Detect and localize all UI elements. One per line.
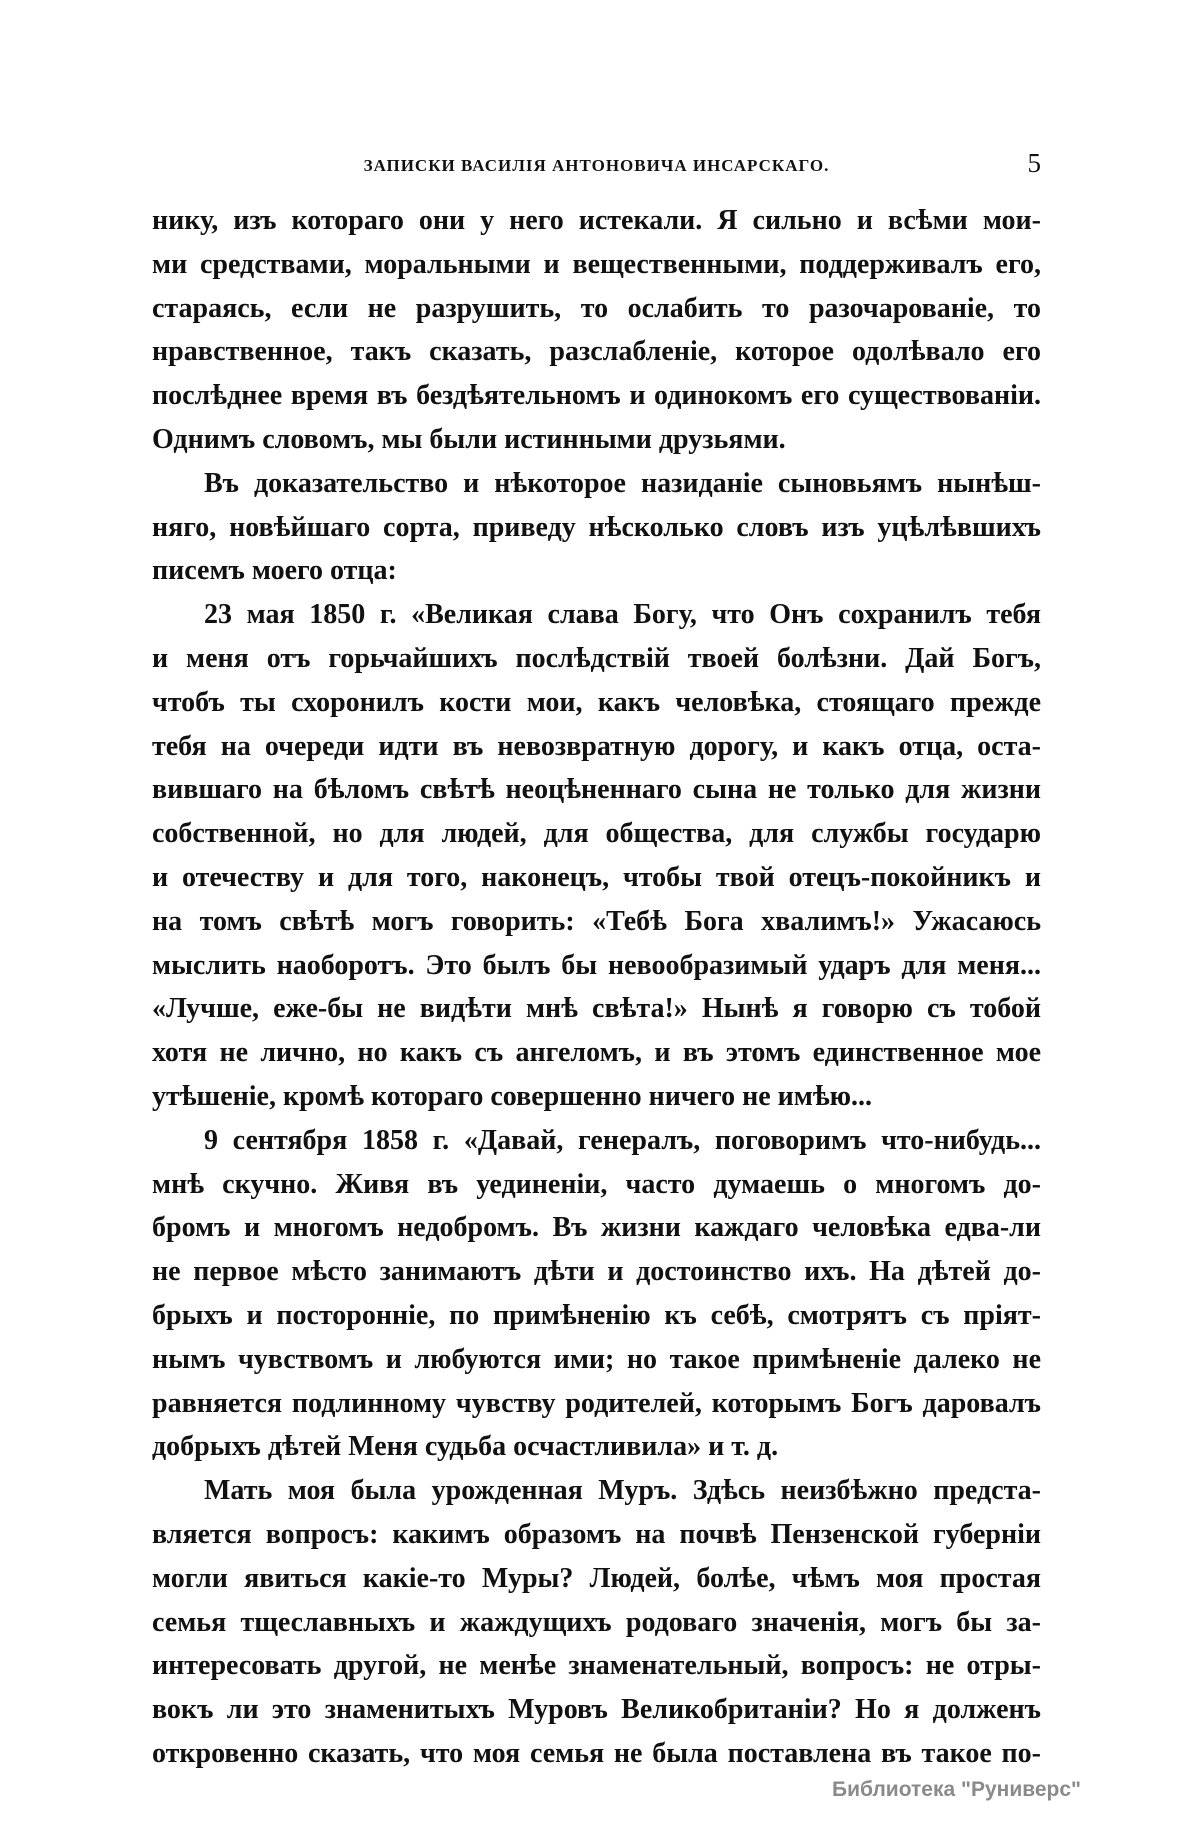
text-line: добрыхъ дѣтей Меня судьба осчастливила» и т. д. <box>152 1431 779 1463</box>
text-line: Мать моя была урожденная Муръ. Здѣсь неизбѣжно предста- <box>204 1475 1041 1507</box>
text-line: нику, изъ котораго они у него истекали. Я сильно и всѣми мои- <box>152 205 1041 236</box>
text-line: няго, новѣйшаго сорта, приведу нѣсколько словъ изъ уцѣлѣвшихъ <box>152 511 1041 543</box>
text-line: Однимъ словомъ, мы были истинными друзьями. <box>152 423 786 455</box>
text-line: «Лучше, еже-бы не видѣти мнѣ свѣта!» Нынѣ я говорю съ тобой <box>152 993 1041 1025</box>
running-title: ЗАПИСКИ ВАСИЛІЯ АНТОНОВИЧА ИНСАРСКАГО. <box>363 156 830 175</box>
text-line: вокъ ли это знаменитыхъ Муровъ Великобританіи? Но я долженъ <box>152 1694 1041 1726</box>
text-line: нравственное, такъ сказать, разслабленіе, которое одолѣвало его <box>152 336 1041 368</box>
text-line: и меня отъ горьчайшихъ послѣдствій твоей болѣзни. Дай Богъ, <box>152 642 1041 674</box>
text-line: интересовать другой, не менѣе знаменательный, вопросъ: не отры- <box>152 1650 1041 1682</box>
library-watermark: Библиотека "Руниверс" <box>832 1778 1082 1801</box>
text-line: 9 сентября 1858 г. «Давай, генералъ, поговоримъ что-нибудь... <box>204 1124 1041 1156</box>
text-line: вляется вопросъ: какимъ образомъ на почвѣ Пензенской губерніи <box>152 1518 1041 1550</box>
text-line: утѣшеніе, кромѣ котораго совершенно ничего не имѣю... <box>152 1080 873 1112</box>
text-line: чтобъ ты схоронилъ кости мои, какъ человѣка, стоящаго прежде <box>152 686 1041 718</box>
text-line: мыслить наоборотъ. Это былъ бы невообразимый ударъ для меня... <box>152 949 1041 981</box>
page-body <box>152 199 1041 1776</box>
text-line: мнѣ скучно. Живя въ уединеніи, часто думаешь о многомъ до- <box>152 1168 1041 1200</box>
text-line: писемъ моего отца: <box>152 555 397 587</box>
text-line: откровенно сказать, что моя семья не была поставлена въ такое по- <box>152 1737 1041 1769</box>
text-line: на томъ свѣтѣ могъ говорить: «Тебѣ Бога хвалимъ!» Ужасаюсь <box>152 905 1041 937</box>
text-line: ми средствами, моральными и вещественными, поддерживалъ его, <box>152 248 1041 280</box>
text-line: могли явиться какіе-то Муры? Людей, болѣе, чѣмъ моя простая <box>152 1562 1041 1594</box>
text-line: 23 мая 1850 г. «Великая слава Богу, что Онъ сохранилъ тебя <box>204 599 1041 631</box>
text-line: хотя не лично, но какъ съ ангеломъ, и въ этомъ единственное мое <box>152 1037 1041 1069</box>
text-line: Въ доказательство и нѣкоторое назиданіе сыновьямъ нынѣш- <box>204 467 1041 499</box>
text-line: собственной, но для людей, для общества, для службы государю <box>152 818 1041 850</box>
text-line: тебя на очереди идти въ невозвратную дорогу, и какъ отца, оста- <box>152 730 1041 762</box>
text-line: бромъ и многомъ недобромъ. Въ жизни каждаго человѣка едва-ли <box>152 1212 1041 1244</box>
text-line: брыхъ и посторонніе, по примѣненію къ себѣ, смотрятъ съ пріят- <box>152 1299 1041 1331</box>
text-line: не первое мѣсто занимаютъ дѣти и достоинство ихъ. На дѣтей до- <box>152 1256 1041 1288</box>
text-line: семья тщеславныхъ и жаждущихъ родоваго значенія, могъ бы за- <box>152 1606 1041 1638</box>
text-line: вившаго на бѣломъ свѣтѣ неоцѣненнаго сына не только для жизни <box>152 774 1041 806</box>
text-line: послѣднее время въ бездѣятельномъ и одинокомъ его существованіи. <box>152 380 1041 412</box>
text-line: стараясь, если не разрушить, то ослабить то разочарованіе, то <box>152 292 1041 324</box>
text-line: и отечеству и для того, наконецъ, чтобы твой отецъ-покойникъ и <box>152 861 1041 893</box>
text-line: равняется подлинному чувству родителей, которымъ Богъ даровалъ <box>152 1387 1041 1419</box>
page-header <box>152 148 1041 182</box>
text-line: нымъ чувствомъ и любуются ими; но такое примѣненіе далеко не <box>152 1343 1041 1375</box>
page-number: 5 <box>1027 148 1041 178</box>
